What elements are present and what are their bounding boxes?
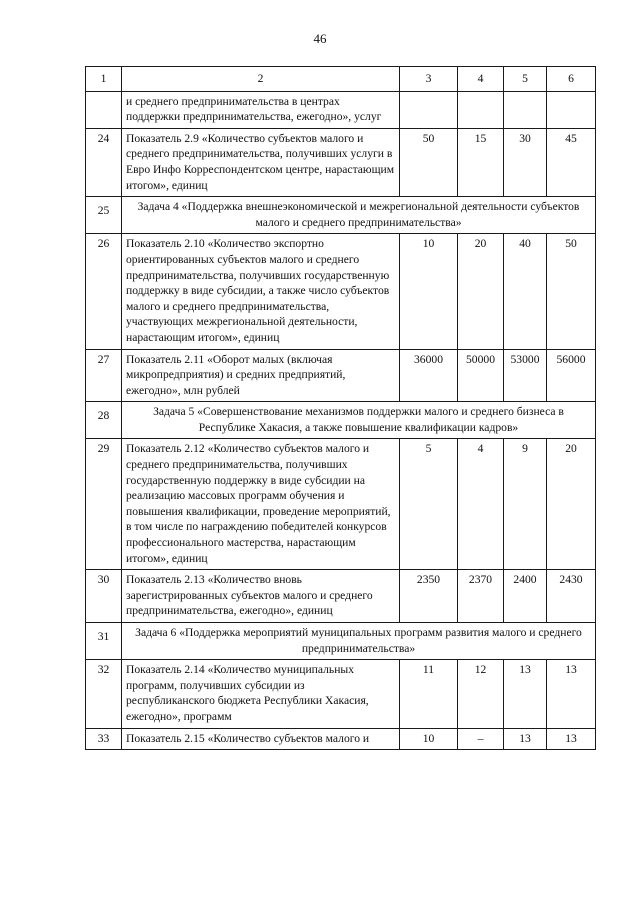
value-cell: 5 (400, 439, 458, 570)
value-cell: 10 (400, 234, 458, 349)
task-text: Задача 6 «Поддержка мероприятий муниципальных программ развития малого и среднего предпринимательства» (122, 623, 596, 660)
value-cell: 15 (458, 128, 504, 196)
indicator-text: Показатель 2.11 «Оборот малых (включая микропредприятия) и средних предприятий, ежегодно», млн рублей (122, 349, 400, 402)
indicator-text: Показатель 2.15 «Количество субъектов малого и (122, 728, 400, 750)
indicator-text: Показатель 2.14 «Количество муниципальных программ, получивших субсидии из республиканского бюджета Республики Хакасия, ежегодно», программ (122, 660, 400, 728)
row-number: 31 (86, 623, 122, 660)
indicator-text: Показатель 2.13 «Количество вновь зарегистрированных субъектов малого и среднего предпринимательства, ежегодно», единиц (122, 570, 400, 623)
value-cell: 20 (547, 439, 596, 570)
value-cell: 40 (504, 234, 547, 349)
row-number: 30 (86, 570, 122, 623)
row-number: 29 (86, 439, 122, 570)
header-cell: 1 (86, 67, 122, 92)
table-row (86, 234, 596, 349)
value-cell: 2370 (458, 570, 504, 623)
value-cell: 50000 (458, 349, 504, 402)
task-row (86, 402, 596, 439)
value-cell (504, 91, 547, 128)
value-cell: 11 (400, 660, 458, 728)
task-row (86, 623, 596, 660)
header-cell: 3 (400, 67, 458, 92)
table-row (86, 349, 596, 402)
value-cell: 30 (504, 128, 547, 196)
header-cell: 2 (122, 67, 400, 92)
value-cell: 36000 (400, 349, 458, 402)
table-row (86, 570, 596, 623)
value-cell: 2350 (400, 570, 458, 623)
row-number: 28 (86, 402, 122, 439)
table-header-row (86, 67, 596, 92)
row-number: 33 (86, 728, 122, 750)
table-row (86, 128, 596, 196)
row-number: 32 (86, 660, 122, 728)
indicator-text: Показатель 2.10 «Количество экспортно ориентированных субъектов малого и среднего предпринимательства, получивших государственную поддержку в виде субсидии, а также число субъектов малого и среднего предпринимательства, участвующих межрегиональной деятельности, нарастающим итогом», единиц (122, 234, 400, 349)
header-cell: 5 (504, 67, 547, 92)
task-row (86, 197, 596, 234)
row-number: 25 (86, 197, 122, 234)
value-cell: 56000 (547, 349, 596, 402)
indicators-table (85, 66, 596, 750)
value-cell: 13 (547, 728, 596, 750)
indicator-text: и среднего предпринимательства в центрах поддержки предпринимательства, ежегодно», услуг (122, 91, 400, 128)
value-cell: 4 (458, 439, 504, 570)
value-cell: 13 (504, 728, 547, 750)
task-text: Задача 5 «Совершенствование механизмов поддержки малого и среднего бизнеса в Республике Хакасия, а также повышение квалификации кадров» (122, 402, 596, 439)
header-cell: 6 (547, 67, 596, 92)
table-row (86, 91, 596, 128)
value-cell: 50 (547, 234, 596, 349)
value-cell: 13 (547, 660, 596, 728)
value-cell: 45 (547, 128, 596, 196)
value-cell: 2430 (547, 570, 596, 623)
row-number: 26 (86, 234, 122, 349)
header-cell: 4 (458, 67, 504, 92)
value-cell: 20 (458, 234, 504, 349)
value-cell: 13 (504, 660, 547, 728)
table-row (86, 728, 596, 750)
table-row (86, 439, 596, 570)
value-cell: 9 (504, 439, 547, 570)
value-cell: 10 (400, 728, 458, 750)
value-cell (458, 91, 504, 128)
page-number: 46 (313, 31, 327, 46)
row-number: 24 (86, 128, 122, 196)
value-cell: 50 (400, 128, 458, 196)
table-row (86, 660, 596, 728)
value-cell (400, 91, 458, 128)
task-text: Задача 4 «Поддержка внешнеэкономической и межрегиональной деятельности субъектов малого и среднего предпринимательства» (122, 197, 596, 234)
value-cell: – (458, 728, 504, 750)
indicator-text: Показатель 2.12 «Количество субъектов малого и среднего предпринимательства, получивших государственную поддержку в виде субсидии на реализацию массовых программ обучения и повышения квалификации, проведение мероприятий, в том числе по награждению победителей конкурсов профессионального мастерства, нарастающим итогом», единиц (122, 439, 400, 570)
value-cell (547, 91, 596, 128)
row-number: 27 (86, 349, 122, 402)
indicator-text: Показатель 2.9 «Количество субъектов малого и среднего предпринимательства, получивших услуги в Евро Инфо Корреспондентском центре, нарастающим итогом», единиц (122, 128, 400, 196)
value-cell: 53000 (504, 349, 547, 402)
row-number (86, 91, 122, 128)
value-cell: 12 (458, 660, 504, 728)
value-cell: 2400 (504, 570, 547, 623)
